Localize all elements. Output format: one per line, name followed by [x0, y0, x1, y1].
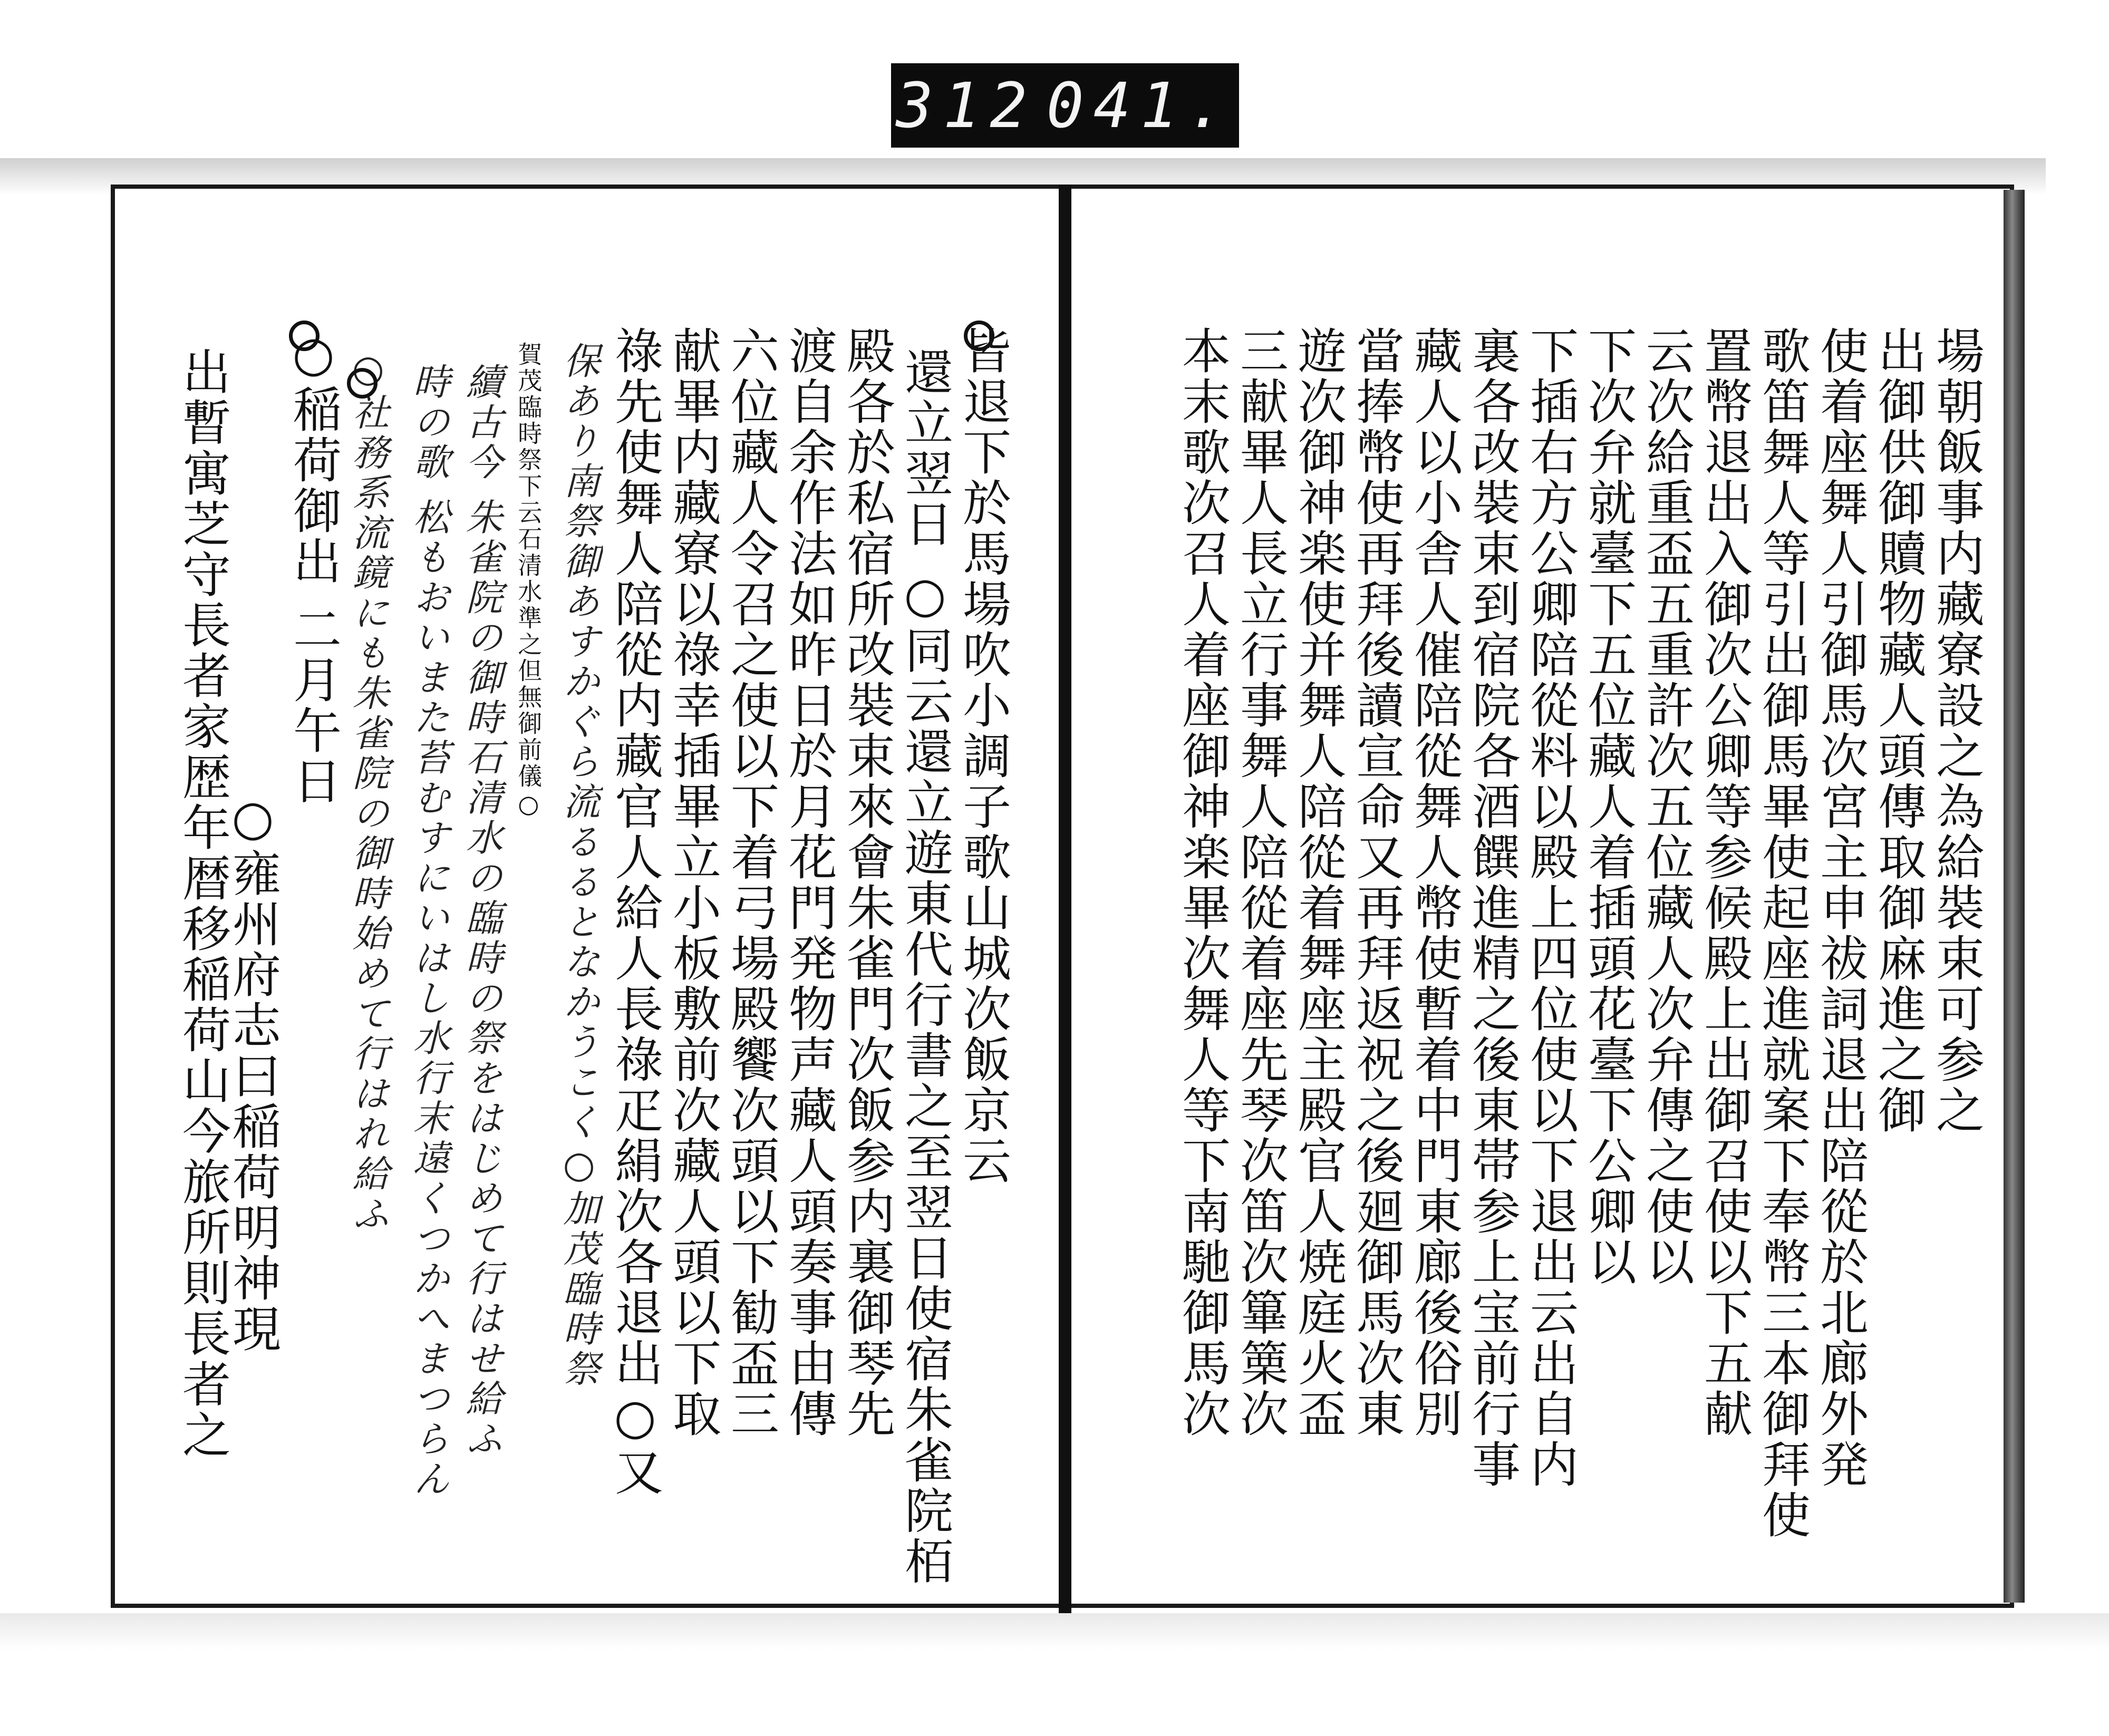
right-col-3: 使着座舞人引御馬次宮主申祓詞退出陪從於北廊外発 — [1812, 326, 1869, 1490]
right-col-12: 遊次御神楽使并舞人陪從着舞座主殿官人焼庭火盃 — [1290, 326, 1347, 1439]
left-col-13: ○稲荷御出 二月午日 — [285, 326, 342, 807]
right-col-10: 藏人以小舎人催陪從舞人幣使暫着中門東廊後俗別 — [1406, 326, 1463, 1439]
left-col-6: 献畢内藏寮以祿幸插畢立小板敷前次藏人頭以下取 — [665, 326, 721, 1439]
right-col-1: 場朝飯事内藏寮設之為給裝束可参之 — [1928, 326, 1985, 1136]
right-page — [1065, 185, 2014, 1608]
book-gutter — [1059, 185, 1071, 1618]
right-col-8: 下插右方公卿陪從料以殿上四位使以下退出云出自内 — [1522, 326, 1579, 1490]
left-col-5: 六位藏人令召之使以下着弓場殿饗次頭以下勧盃三 — [723, 326, 779, 1439]
circle-marker-1 — [964, 321, 994, 351]
circle-marker-3 — [289, 321, 320, 351]
open-book — [105, 185, 2025, 1618]
right-col-14: 本末歌次召人着座御神楽畢次舞人等下南馳御馬次 — [1174, 326, 1231, 1439]
left-col-12: ○社務系流鏡にも朱雀院の御時始めて行はれ給ふ — [346, 347, 390, 1235]
left-col-10: 續古今 朱雀院の御時石清水の臨時の祭をはじめて行はせ給ふ — [460, 363, 503, 1460]
right-col-11: 當捧幣使再拜後讀宣命又再拜返祝之後廻御馬次東 — [1348, 326, 1405, 1439]
left-col-7: 祿先使舞人陪從内藏官人給人長祿疋絹次各退出○又 — [607, 326, 663, 1498]
reel-number: 312 — [896, 69, 1037, 142]
left-col-11: 時の歌 松もおいまた苔むすにいはし水行末遠くつかへまつらん — [407, 363, 450, 1500]
circle-marker-2 — [347, 368, 378, 399]
left-page — [111, 185, 1065, 1608]
frame-number: 041. — [1046, 69, 1234, 142]
right-col-13: 三献畢人長立行事舞人陪從着座先琴次笛次篳篥次 — [1232, 326, 1289, 1439]
left-col-4: 渡自余作法如昨日於月花門発物声藏人頭奏事由傳 — [781, 326, 837, 1439]
left-col-8: 保あり南祭御あすかぐら流るるとなかうこく○加茂臨時祭 — [557, 342, 601, 1390]
left-col-3: 殿各於私宿所改裝束來會朱雀門次飯参内裏御琴先 — [839, 326, 895, 1439]
left-col-1: 皆退下於馬場吹小調子歌山城次飯京云 — [955, 326, 1011, 1186]
right-col-9: 裏各改裝束到宿院各酒饌進精之後東帯参上宝前行事 — [1464, 326, 1521, 1490]
film-frame-label — [891, 63, 1239, 148]
right-col-4: 歌笛舞人等引出御馬畢使起座進就案下奉幣三本御拜使 — [1754, 326, 1811, 1540]
page-edges — [2004, 190, 2025, 1603]
right-col-7: 下次弁就臺下五位藏人着插頭花臺下公卿以 — [1580, 326, 1637, 1287]
left-col-15: ○雍州府志曰稲荷明神現 — [225, 790, 281, 1354]
right-col-6: 云次給重盃五重許次五位藏人次弁傳之使以 — [1638, 326, 1695, 1287]
left-col-2: 還立翌日 ○同云還立遊東代行書之至翌日使宿朱雀院栢 — [897, 347, 953, 1587]
left-col-14: 出暫寓芝守長者家歴年暦移稲荷山今旅所則長者之 — [175, 347, 231, 1460]
left-col-9: 賀茂臨時祭下云石清水準之但無御前儀○ — [514, 342, 543, 820]
right-col-5: 置幣退出入御次公卿等参候殿上出御召使以下五献 — [1696, 326, 1753, 1439]
scan-bottom — [0, 1613, 2109, 1736]
right-col-2: 出御供御贖物藏人頭傳取御麻進之御 — [1870, 326, 1927, 1136]
